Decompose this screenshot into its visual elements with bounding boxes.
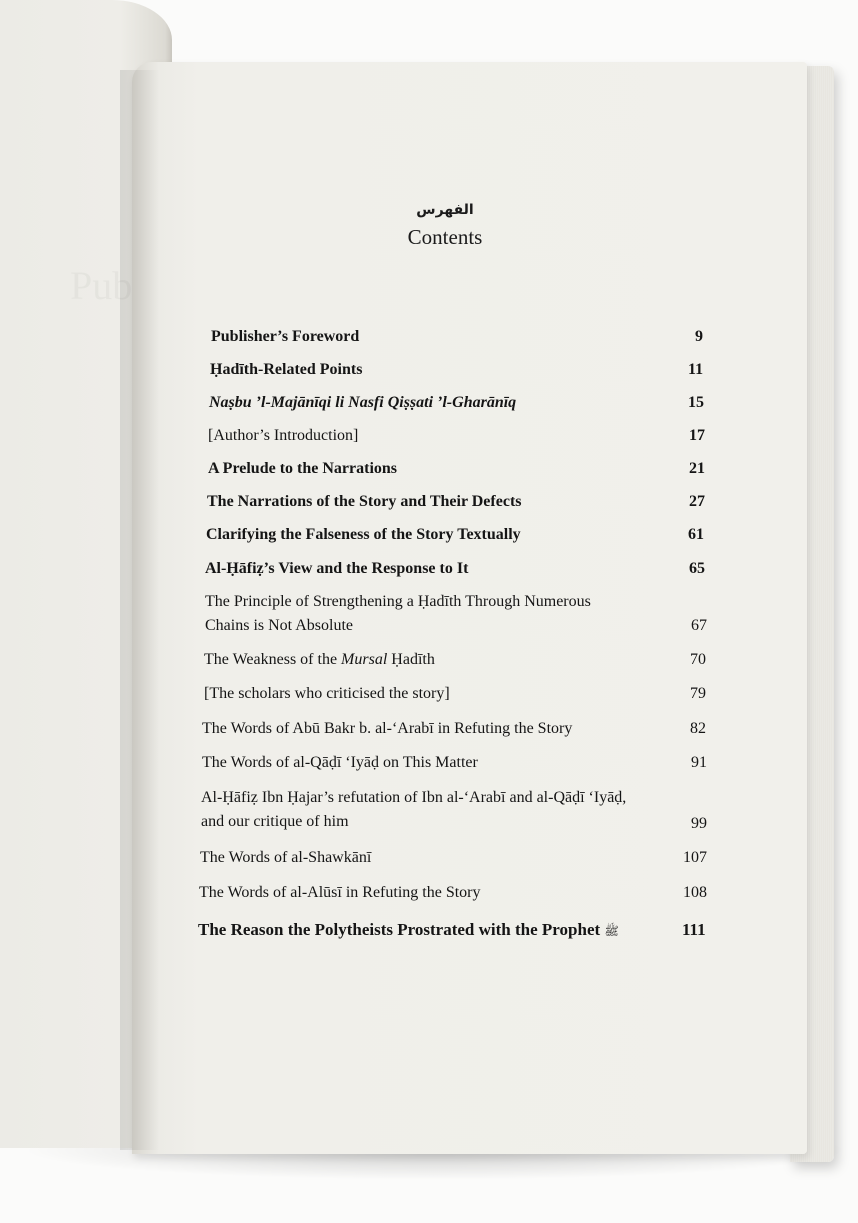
toc-entry-page: 15 [688,394,704,411]
toc-entry-title: [Author’s Introduction] [208,427,359,444]
toc-entry-title: A Prelude to the Narrations [208,460,398,477]
toc-entry-page: 108 [683,884,707,901]
toc-entry-page: 11 [688,361,704,378]
toc-entry-page: 67 [691,617,707,634]
title-italic-term: Mursal [341,651,388,668]
toc-entry-page: 99 [691,815,707,832]
toc-entry-page: 61 [688,526,704,543]
title-part: The Reason the Polytheists Prostrated with the Prophet [198,920,601,939]
arabic-heading: الفهرس [416,202,474,218]
toc-entry-page: 17 [689,427,705,444]
title-part: Ḥadīth [387,651,435,668]
book-gutter [120,70,160,1150]
toc-entry-page: 65 [689,560,705,577]
toc-entry-title: The Words of al-Shawkānī [200,849,372,866]
toc-entry-title-line2: Chains is Not Absolute [205,617,354,634]
toc-entry-title: The Words of al-Alūsī in Refuting the Story [199,884,481,901]
toc-entry-page: 91 [691,754,707,771]
toc-entry-title: The Narrations of the Story and Their Defects [207,493,522,510]
toc-entry-title: Publisher’s Foreword [211,328,360,345]
toc-entry-page: 21 [689,460,705,477]
toc-entry-title: [The scholars who criticised the story] [204,685,450,702]
toc-entry-page: 107 [683,849,707,866]
toc-entry-title: The Words of al-Qāḍī ‘Iyāḍ on This Matter [202,754,478,771]
toc-entry-title-line1: Al-Ḥāfiẓ Ibn Ḥajar’s refutation of Ibn al-‘Arabī and al-Qāḍī ‘Iyāḍ, [201,789,627,806]
salawat-icon: ﷺ [604,924,619,938]
page-title: Contents [407,225,483,249]
toc-entry-title-line1: The Principle of Strengthening a Ḥadīth Through Numerous [205,593,591,610]
toc-entry-page: 70 [690,651,706,668]
toc-entry-title: Ḥadīth-Related Points [210,361,363,378]
toc-entry-title: Naṣbu ’l-Majānīqi li Nasfi Qiṣṣati ’l-Gharānīq [209,394,517,411]
toc-entry-title-line2: and our critique of him [201,813,349,830]
toc-entry-page: 79 [690,685,706,702]
toc-entry-title [198,920,619,941]
toc-entry-title: Clarifying the Falseness of the Story Textually [206,526,521,543]
toc-entry-title: The Words of Abū Bakr b. al-‘Arabī in Refuting the Story [202,720,573,737]
toc-entry-page: 111 [682,920,706,939]
toc-entry-title [204,651,435,669]
toc-entry-page: 27 [689,493,705,510]
toc-entry-page: 82 [690,720,706,737]
title-part: The Weakness of the [204,651,342,668]
toc-entry-title: Al-Ḥāfiẓ’s View and the Response to It [205,560,469,577]
toc-entry-page: 9 [695,328,703,345]
